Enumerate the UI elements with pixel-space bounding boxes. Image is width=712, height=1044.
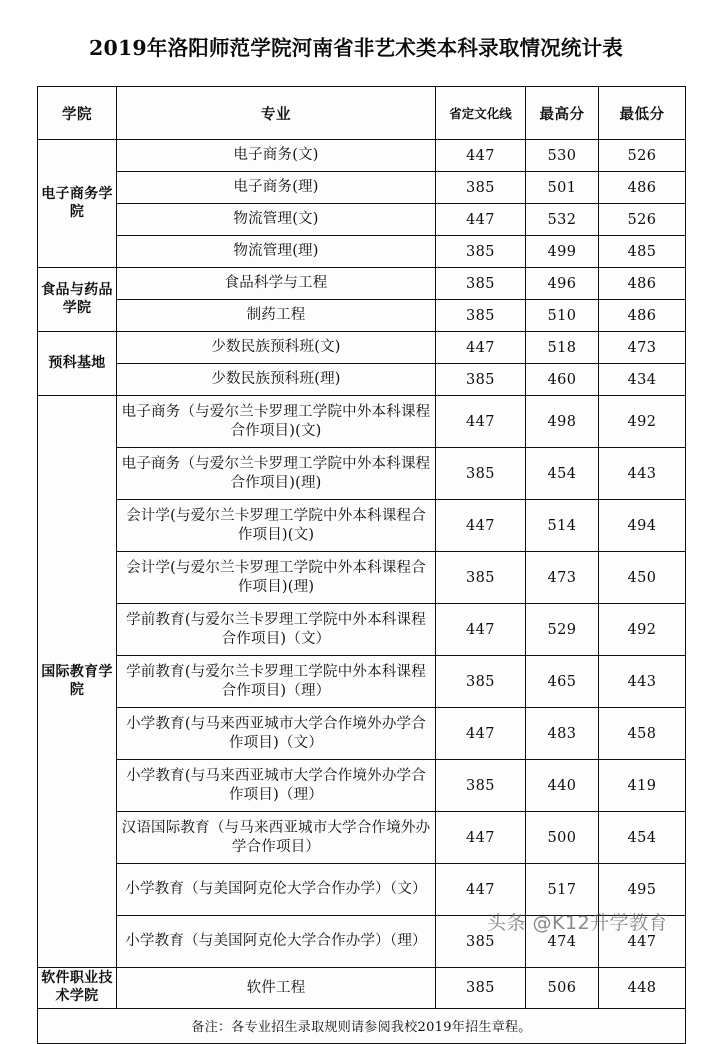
- major-name-cell: 软件工程: [117, 968, 436, 1009]
- highest-score-cell: 506: [526, 968, 599, 1009]
- column-header-college: 学院: [38, 87, 117, 140]
- provincial-line-cell: 447: [436, 500, 526, 552]
- table-row: [38, 552, 686, 604]
- provincial-line-cell: 385: [436, 268, 526, 300]
- lowest-score-cell: 419: [599, 760, 686, 812]
- provincial-line-cell: 385: [436, 300, 526, 332]
- highest-score-cell: 483: [526, 708, 599, 760]
- major-name-cell: 电子商务(文): [117, 140, 436, 172]
- lowest-score-cell: 526: [599, 204, 686, 236]
- provincial-line-cell: 447: [436, 332, 526, 364]
- table-body: [38, 140, 686, 1009]
- provincial-line-cell: 385: [436, 968, 526, 1009]
- table-row: [38, 204, 686, 236]
- provincial-line-cell: 447: [436, 396, 526, 448]
- provincial-line-cell: 447: [436, 812, 526, 864]
- highest-score-cell: 517: [526, 864, 599, 916]
- highest-score-cell: 532: [526, 204, 599, 236]
- admission-score-table: [37, 86, 686, 1044]
- highest-score-cell: 473: [526, 552, 599, 604]
- column-header-provincial-line: 省定文化线: [436, 87, 526, 140]
- college-name-cell: 预科基地: [38, 332, 117, 396]
- major-name-cell: 物流管理(理): [117, 236, 436, 268]
- provincial-line-cell: 385: [436, 236, 526, 268]
- highest-score-cell: 440: [526, 760, 599, 812]
- table-row: [38, 396, 686, 448]
- lowest-score-cell: 454: [599, 812, 686, 864]
- provincial-line-cell: 447: [436, 140, 526, 172]
- table-row: [38, 332, 686, 364]
- major-name-cell: 电子商务(理): [117, 172, 436, 204]
- provincial-line-cell: 447: [436, 204, 526, 236]
- lowest-score-cell: 486: [599, 268, 686, 300]
- page-title: 2019年洛阳师范学院河南省非艺术类本科录取情况统计表: [89, 36, 623, 60]
- college-name-cell: 食品与药品学院: [38, 268, 117, 332]
- table-row: [38, 364, 686, 396]
- major-name-cell: 电子商务（与爱尔兰卡罗理工学院中外本科课程合作项目)(文): [117, 396, 436, 448]
- lowest-score-cell: 526: [599, 140, 686, 172]
- table-row: [38, 448, 686, 500]
- table-footer: [38, 1008, 686, 1043]
- table-row: [38, 656, 686, 708]
- lowest-score-cell: 443: [599, 656, 686, 708]
- provincial-line-cell: 385: [436, 552, 526, 604]
- college-name-cell: 国际教育学院: [38, 396, 117, 968]
- lowest-score-cell: 492: [599, 396, 686, 448]
- major-name-cell: 物流管理(文): [117, 204, 436, 236]
- highest-score-cell: 514: [526, 500, 599, 552]
- table-row: [38, 268, 686, 300]
- lowest-score-cell: 458: [599, 708, 686, 760]
- column-header-lowest-score: 最低分: [599, 87, 686, 140]
- table-row: [38, 968, 686, 1009]
- provincial-line-cell: 385: [436, 656, 526, 708]
- major-name-cell: 制药工程: [117, 300, 436, 332]
- major-name-cell: 学前教育(与爱尔兰卡罗理工学院中外本科课程合作项目)（理）: [117, 656, 436, 708]
- major-name-cell: 食品科学与工程: [117, 268, 436, 300]
- major-name-cell: 学前教育(与爱尔兰卡罗理工学院中外本科课程合作项目)（文）: [117, 604, 436, 656]
- header-row: [38, 87, 686, 140]
- highest-score-cell: 496: [526, 268, 599, 300]
- table-row: [38, 708, 686, 760]
- highest-score-cell: 498: [526, 396, 599, 448]
- major-name-cell: 少数民族预科班(文): [117, 332, 436, 364]
- lowest-score-cell: 495: [599, 864, 686, 916]
- score-table-container: [37, 86, 685, 1044]
- lowest-score-cell: 494: [599, 500, 686, 552]
- major-name-cell: 小学教育（与美国阿克伦大学合作办学）（理）: [117, 916, 436, 968]
- lowest-score-cell: 434: [599, 364, 686, 396]
- provincial-line-cell: 385: [436, 364, 526, 396]
- highest-score-cell: 530: [526, 140, 599, 172]
- provincial-line-cell: 447: [436, 708, 526, 760]
- highest-score-cell: 529: [526, 604, 599, 656]
- table-row: [38, 172, 686, 204]
- highest-score-cell: 510: [526, 300, 599, 332]
- highest-score-cell: 499: [526, 236, 599, 268]
- highest-score-cell: 460: [526, 364, 599, 396]
- table-header: [38, 87, 686, 140]
- lowest-score-cell: 450: [599, 552, 686, 604]
- table-row: [38, 812, 686, 864]
- table-row: [38, 140, 686, 172]
- column-header-highest-score: 最高分: [526, 87, 599, 140]
- highest-score-cell: 474: [526, 916, 599, 968]
- highest-score-cell: 500: [526, 812, 599, 864]
- table-row: [38, 916, 686, 968]
- table-row: [38, 300, 686, 332]
- lowest-score-cell: 486: [599, 300, 686, 332]
- major-name-cell: 会计学(与爱尔兰卡罗理工学院中外本科课程合作项目)(理): [117, 552, 436, 604]
- provincial-line-cell: 385: [436, 172, 526, 204]
- college-name-cell: 软件职业技术学院: [38, 968, 117, 1009]
- lowest-score-cell: 485: [599, 236, 686, 268]
- table-row: [38, 760, 686, 812]
- major-name-cell: 电子商务（与爱尔兰卡罗理工学院中外本科课程合作项目)(理): [117, 448, 436, 500]
- provincial-line-cell: 385: [436, 448, 526, 500]
- lowest-score-cell: 473: [599, 332, 686, 364]
- table-row: [38, 500, 686, 552]
- major-name-cell: 少数民族预科班(理): [117, 364, 436, 396]
- major-name-cell: 小学教育（与美国阿克伦大学合作办学）（文）: [117, 864, 436, 916]
- lowest-score-cell: 486: [599, 172, 686, 204]
- table-note: 备注：各专业招生录取规则请参阅我校2019年招生章程。: [38, 1008, 686, 1043]
- table-row: [38, 864, 686, 916]
- major-name-cell: 小学教育(与马来西亚城市大学合作境外办学合作项目)（文）: [117, 708, 436, 760]
- lowest-score-cell: 443: [599, 448, 686, 500]
- watermark: 头条 @K12升学教育: [487, 912, 669, 934]
- provincial-line-cell: 447: [436, 604, 526, 656]
- provincial-line-cell: 385: [436, 916, 526, 968]
- major-name-cell: 汉语国际教育（与马来西亚城市大学合作境外办学合作项目）: [117, 812, 436, 864]
- column-header-major: 专业: [117, 87, 436, 140]
- college-name-cell: 电子商务学院: [38, 140, 117, 268]
- highest-score-cell: 454: [526, 448, 599, 500]
- lowest-score-cell: 492: [599, 604, 686, 656]
- provincial-line-cell: 385: [436, 760, 526, 812]
- provincial-line-cell: 447: [436, 864, 526, 916]
- table-row: [38, 236, 686, 268]
- note-row: [38, 1008, 686, 1043]
- highest-score-cell: 518: [526, 332, 599, 364]
- major-name-cell: 小学教育(与马来西亚城市大学合作境外办学合作项目)（理）: [117, 760, 436, 812]
- table-row: [38, 604, 686, 656]
- major-name-cell: 会计学(与爱尔兰卡罗理工学院中外本科课程合作项目)(文): [117, 500, 436, 552]
- lowest-score-cell: 447: [599, 916, 686, 968]
- lowest-score-cell: 448: [599, 968, 686, 1009]
- highest-score-cell: 465: [526, 656, 599, 708]
- highest-score-cell: 501: [526, 172, 599, 204]
